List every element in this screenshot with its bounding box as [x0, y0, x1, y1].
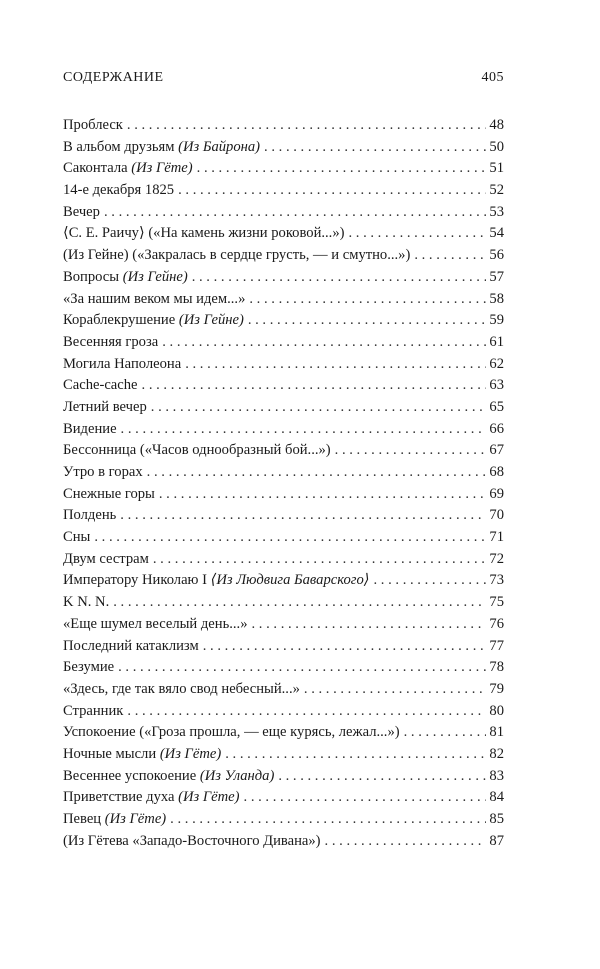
toc-entry-title — [63, 527, 90, 549]
dot-leader — [252, 614, 487, 636]
toc-entry — [63, 766, 504, 788]
running-header — [63, 70, 504, 86]
toc-entry-page: 52 — [489, 182, 504, 199]
toc-entry-title — [63, 766, 274, 788]
toc-entry-title-text: Сны — [63, 529, 91, 546]
toc-entry-title — [63, 245, 410, 267]
toc-entry-title — [63, 354, 181, 376]
dot-leader — [225, 744, 486, 766]
toc-entry-title-text: Весенняя гроза — [63, 333, 159, 350]
toc-entry-title — [63, 570, 370, 592]
dot-leader — [121, 419, 487, 441]
toc-entry — [63, 679, 504, 701]
dot-leader — [192, 267, 487, 289]
toc-entry-annotation: (Из Гёте) — [131, 160, 193, 177]
toc-entry — [63, 549, 504, 571]
toc-entry — [63, 657, 504, 679]
toc-entry-title — [63, 787, 240, 809]
dot-leader — [162, 332, 486, 354]
toc-entry-title-text: Кораблекрушение — [63, 312, 179, 329]
dot-leader — [153, 549, 487, 571]
toc-entry — [63, 744, 504, 766]
toc-entry-title — [63, 614, 248, 636]
toc-entry-annotation: (Из Гёте) — [178, 789, 240, 806]
toc-entry — [63, 332, 504, 354]
toc-entry-page: 73 — [489, 572, 504, 589]
toc-entry — [63, 397, 504, 419]
toc-entry-page: 59 — [489, 312, 504, 329]
dot-leader — [127, 701, 486, 723]
toc-entry — [63, 375, 504, 397]
page-number: 405 — [481, 70, 504, 85]
toc-entry-page: 84 — [489, 789, 504, 806]
toc-entry-title — [63, 115, 123, 137]
toc-entry-title-text: Весеннее успокоение — [63, 767, 200, 784]
toc-entry-title-text: Снежные горы — [63, 485, 155, 502]
dot-leader — [325, 831, 487, 853]
toc-entry-title-text: (Из Гейне) («Закралась в сердце грусть, — и смутно...») — [63, 247, 411, 264]
toc-entry-page: 80 — [489, 702, 504, 719]
toc-entry-title — [63, 310, 244, 332]
toc-entry-title — [63, 202, 100, 224]
toc-entry — [63, 570, 504, 592]
toc-entry — [63, 419, 504, 441]
toc-entry-title — [63, 744, 221, 766]
toc-entry-annotation: (Из Гейне) — [178, 312, 244, 329]
dot-leader — [203, 636, 487, 658]
toc-entry — [63, 202, 504, 224]
toc-entry-title — [63, 332, 158, 354]
toc-entry — [63, 245, 504, 267]
toc-entry-title-text: «Здесь, где так вяло свод небесный...» — [63, 680, 300, 697]
toc-entry-annotation: (Из Гёте) — [159, 745, 222, 762]
toc-entry-title-text: Вопросы — [63, 268, 123, 285]
toc-entry-page: 51 — [489, 160, 504, 177]
toc-entry-page: 77 — [489, 637, 504, 654]
toc-entry-title — [63, 180, 174, 202]
toc-entry — [63, 831, 504, 853]
toc-entry-annotation: (Из Уланда) — [199, 767, 275, 784]
toc-entry-title-text: Странник — [63, 702, 124, 719]
toc-entry-title-text: «За нашим веком мы идем...» — [63, 290, 246, 307]
toc-entry-page: 70 — [489, 507, 504, 524]
dot-leader — [248, 310, 487, 332]
toc-entry-title-text: В альбом друзьям — [63, 138, 179, 155]
toc-entry — [63, 809, 504, 831]
toc-entry-page: 82 — [489, 745, 504, 762]
toc-entry-page: 65 — [489, 398, 504, 415]
toc-entry-page: 85 — [489, 811, 504, 827]
toc-entry-title-text: Саконтала — [63, 160, 132, 177]
toc-entry-page: 48 — [489, 117, 504, 133]
toc-entry-page: 57 — [489, 268, 504, 285]
toc-entry-title-text: ⟨С. Е. Раичу⟩ («На камень жизни роковой...») — [63, 225, 345, 242]
toc-entry-title — [63, 419, 117, 441]
dot-leader — [348, 223, 486, 245]
toc-entry-page: 53 — [489, 203, 504, 220]
toc-entry-page: 81 — [489, 724, 504, 741]
toc-entry-title — [63, 440, 331, 462]
toc-entry — [63, 223, 504, 245]
toc-entry — [63, 505, 504, 527]
toc-entry-title — [63, 462, 143, 484]
toc-entry — [63, 592, 504, 614]
dot-leader — [244, 787, 487, 809]
toc-entry-title-text: Проблеск — [63, 117, 123, 133]
toc-entry — [63, 462, 504, 484]
toc-entry-title-text: Летний вечер — [63, 398, 147, 415]
toc-entry-title — [63, 679, 300, 701]
toc-entry-page: 68 — [489, 464, 504, 480]
toc-entry-title-text: Безумие — [63, 659, 115, 676]
dot-leader — [94, 527, 486, 549]
dot-leader — [414, 245, 486, 267]
table-of-contents — [63, 115, 504, 852]
toc-entry-title-text: Полдень — [63, 507, 117, 524]
toc-entry-title-text: Двум сестрам — [63, 550, 149, 567]
dot-leader — [278, 766, 486, 788]
toc-entry-title-text: Ночные мысли — [63, 745, 160, 762]
dot-leader — [374, 570, 487, 592]
toc-entry-title-text: K N. N. — [63, 594, 110, 611]
toc-entry — [63, 701, 504, 723]
toc-entry-title — [63, 701, 123, 723]
dot-leader — [197, 158, 487, 180]
toc-entry-page: 72 — [489, 550, 504, 567]
toc-entry-title — [63, 505, 116, 527]
toc-entry — [63, 180, 504, 202]
dot-leader — [142, 375, 487, 397]
toc-entry-title — [63, 657, 114, 679]
toc-entry — [63, 787, 504, 809]
dot-leader — [185, 354, 486, 376]
toc-entry — [63, 527, 504, 549]
toc-entry-title — [63, 722, 400, 744]
toc-entry-page: 50 — [489, 138, 504, 155]
toc-entry — [63, 115, 504, 137]
toc-entry-title-text: Вечер — [63, 203, 100, 220]
toc-entry-page: 75 — [489, 594, 504, 611]
toc-entry — [63, 722, 504, 744]
dot-leader — [304, 679, 487, 701]
toc-entry-page: 83 — [489, 767, 504, 784]
toc-entry-page: 58 — [489, 290, 504, 307]
toc-entry-page: 71 — [489, 529, 504, 546]
dot-leader — [118, 657, 486, 679]
toc-entry-page: 56 — [489, 247, 504, 264]
toc-entry-title — [63, 158, 193, 180]
toc-entry-page: 78 — [489, 659, 504, 676]
section-title: СОДЕРЖАНИЕ — [63, 70, 164, 85]
dot-leader — [104, 202, 486, 224]
toc-entry-title — [63, 549, 149, 571]
toc-entry-title-text: Приветствие духа — [63, 789, 179, 806]
toc-entry — [63, 354, 504, 376]
toc-entry-title-text: Певец — [63, 811, 105, 827]
toc-entry-title — [63, 809, 166, 831]
toc-entry — [63, 310, 504, 332]
toc-entry-title-text: Последний катаклизм — [63, 637, 199, 654]
toc-entry-title — [63, 137, 260, 159]
toc-entry — [63, 137, 504, 159]
toc-entry-annotation: ⟨Из Людвига Баварского⟩ — [210, 572, 370, 589]
toc-entry-title-text: Могила Наполеона — [63, 355, 182, 372]
toc-entry-page: 54 — [489, 225, 504, 242]
toc-entry-page: 63 — [489, 377, 504, 394]
toc-entry-page: 66 — [489, 420, 504, 437]
toc-entry-title-text: (Из Гётева «Западо-Восточного Дивана») — [63, 832, 321, 849]
toc-entry-title — [63, 831, 321, 853]
toc-entry-annotation: (Из Гёте) — [104, 811, 167, 827]
toc-entry-title — [63, 375, 138, 397]
dot-leader — [249, 289, 486, 311]
toc-entry-title — [63, 484, 155, 506]
toc-entry-page: 76 — [489, 615, 504, 632]
toc-entry-title-text: Видение — [63, 420, 117, 437]
dot-leader — [127, 115, 487, 137]
dot-leader — [147, 462, 487, 484]
dot-leader — [170, 809, 486, 831]
toc-entry-annotation: (Из Байрона) — [178, 138, 261, 155]
toc-entry-page: 87 — [489, 832, 504, 849]
dot-leader — [151, 397, 487, 419]
dot-leader — [113, 592, 486, 614]
toc-entry-title — [63, 592, 109, 614]
toc-entry — [63, 484, 504, 506]
toc-entry-title — [63, 636, 199, 658]
toc-entry-page: 61 — [489, 333, 504, 350]
toc-entry-title — [63, 289, 245, 311]
dot-leader — [335, 440, 487, 462]
toc-entry-title-text: «Еще шумел веселый день...» — [63, 615, 248, 632]
toc-entry-page: 79 — [489, 680, 504, 697]
dot-leader — [404, 722, 487, 744]
dot-leader — [264, 137, 486, 159]
toc-entry — [63, 267, 504, 289]
toc-entry-annotation: (Из Гейне) — [122, 268, 188, 285]
dot-leader — [120, 505, 486, 527]
toc-entry-title-text: Утро в горах — [63, 464, 143, 480]
toc-entry-page: 67 — [489, 442, 504, 459]
toc-entry-title — [63, 397, 147, 419]
toc-entry-title-text: Императору Николаю I — [63, 572, 211, 589]
toc-entry-title-text: 14-е декабря 1825 — [63, 182, 175, 199]
toc-entry — [63, 440, 504, 462]
toc-entry-title-text: Успокоение («Гроза прошла, — еще курясь, лежал...») — [63, 724, 400, 741]
toc-entry-title — [63, 223, 344, 245]
toc-entry-page: 62 — [489, 355, 504, 372]
toc-entry-title-text: Cache-cache — [63, 377, 138, 394]
toc-entry — [63, 289, 504, 311]
toc-entry-title — [63, 267, 188, 289]
toc-entry-title-text: Бессонница («Часов однообразный бой...») — [63, 442, 331, 459]
toc-entry — [63, 158, 504, 180]
dot-leader — [178, 180, 486, 202]
toc-entry — [63, 614, 504, 636]
toc-entry-page: 69 — [489, 485, 504, 502]
dot-leader — [159, 484, 487, 506]
toc-entry — [63, 636, 504, 658]
